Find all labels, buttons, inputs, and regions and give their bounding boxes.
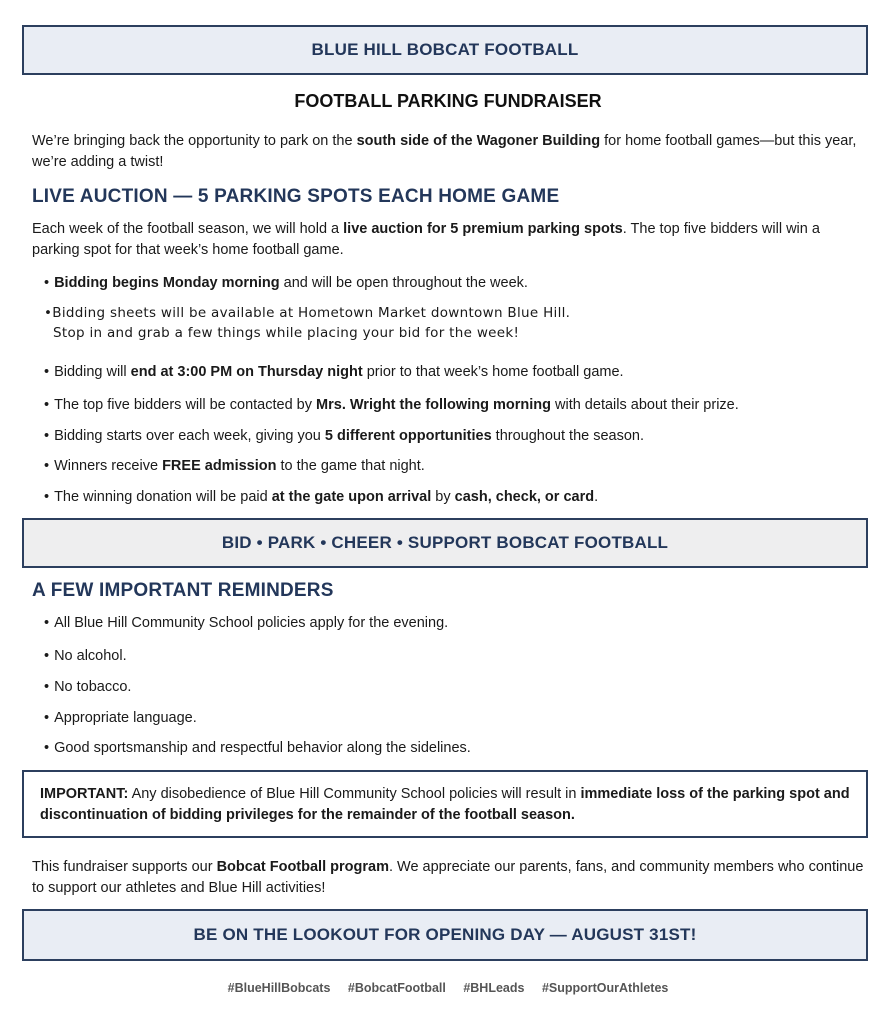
auction-bullet-6: [44, 456, 864, 476]
bullet-dot: •: [44, 364, 50, 380]
hashtag: #BHLeads: [463, 981, 525, 995]
important-bold-text: immediate loss of the parking spot and discontinuation of bidding privileges for the remainder of the football season.: [40, 786, 850, 823]
intro-text-2: for home football games—but this year, we’re adding a twist!: [32, 133, 857, 170]
opening-day-text: BE ON THE LOOKOUT FOR OPENING DAY — AUGUST 31ST!: [193, 925, 697, 944]
hashtag-row: [0, 981, 896, 995]
intro-text-1: We’re bringing back the opportunity to park on the: [32, 133, 357, 149]
reminders-heading: A FEW IMPORTANT REMINDERS: [32, 580, 334, 601]
important-text: Any disobedience of Blue Hill Community School policies will result in: [128, 786, 581, 802]
auction-bullet-4: [44, 395, 864, 415]
bullet-7-text-2: by: [431, 489, 455, 505]
bullet-dot: •: [44, 710, 50, 726]
bullet-7-text-1: The winning donation will be paid: [54, 489, 272, 505]
reminder-text: Good sportsmanship and respectful behavior along the sidelines.: [54, 740, 471, 756]
reminder-text: All Blue Hill Community School policies apply for the evening.: [54, 615, 449, 631]
reminder-item: [44, 646, 864, 666]
bullet-dot: •: [44, 615, 50, 631]
bullet-1-text: and will be open throughout the week.: [279, 275, 528, 291]
auction-paragraph: [32, 219, 868, 261]
support-text-1: This fundraiser supports our: [32, 859, 217, 875]
bullet-1-bold: Bidding begins Monday morning: [54, 275, 280, 291]
bullet-5-text-2: throughout the season.: [491, 428, 645, 444]
auction-text-1: Each week of the football season, we will hold a: [32, 221, 344, 237]
bullet-3-text-1: Bidding will: [54, 364, 131, 380]
header-banner-text: BLUE HILL BOBCAT FOOTBALL: [311, 40, 579, 59]
bullet-dot: •: [44, 397, 50, 413]
bullet-dot: •: [44, 679, 50, 695]
support-paragraph: [32, 857, 868, 899]
reminder-item: [44, 613, 864, 633]
auction-bullet-7: [44, 487, 864, 507]
reminder-item: [44, 738, 864, 758]
bullet-2-line-1: Bidding sheets will be available at Hometown Market downtown Blue Hill.: [52, 305, 571, 321]
hashtag: #BlueHillBobcats: [227, 981, 331, 995]
bullet-dot: •: [44, 275, 50, 291]
bullet-dot: •: [44, 458, 50, 474]
auction-bold-1: live auction for 5 premium parking spots: [343, 221, 623, 237]
support-bold: Bobcat Football program: [216, 859, 389, 875]
bullet-2-line-2: Stop in and grab a few things while placing your bid for the week!: [53, 325, 520, 341]
bullet-4-text-1: The top five bidders will be contacted by: [54, 397, 317, 413]
reminder-item: [44, 677, 864, 697]
hashtag: #SupportOurAthletes: [541, 981, 669, 995]
auction-heading: LIVE AUCTION — 5 PARKING SPOTS EACH HOME GAME: [32, 186, 560, 207]
bullet-3-bold: end at 3:00 PM on Thursday night: [130, 364, 363, 380]
important-label: IMPORTANT:: [40, 786, 129, 802]
bullet-dot: •: [44, 305, 53, 321]
reminder-text: No tobacco.: [54, 679, 132, 695]
intro-paragraph: [32, 131, 868, 173]
important-notice: [22, 770, 868, 838]
auction-bullet-3: [44, 362, 864, 382]
auction-bullet-1: [44, 273, 864, 293]
auction-bullet-2: [44, 303, 864, 343]
bullet-6-text-2: to the game that night.: [276, 458, 425, 474]
bullet-5-bold: 5 different opportunities: [324, 428, 492, 444]
reminder-item: [44, 708, 864, 728]
opening-day-banner: [22, 909, 868, 961]
header-banner: [22, 25, 868, 75]
bullet-dot: •: [44, 489, 50, 505]
auction-text-2: . The top five bidders will win a parking spot for that week’s home football game.: [32, 221, 820, 258]
bullet-dot: •: [44, 648, 50, 664]
bullet-4-bold: Mrs. Wright the following morning: [316, 397, 551, 413]
bullet-7-bold-1: at the gate upon arrival: [271, 489, 432, 505]
bullet-7-bold-2: cash, check, or card: [454, 489, 595, 505]
bullet-4-text-2: with details about their prize.: [550, 397, 739, 413]
support-text-2: . We appreciate our parents, fans, and community members who continue to support our athletes and Blue Hill activities!: [32, 859, 864, 896]
hashtag: #BobcatFootball: [347, 981, 446, 995]
bullet-5-text-1: Bidding starts over each week, giving you: [54, 428, 325, 444]
bullet-3-text-2: prior to that week’s home football game.: [362, 364, 624, 380]
slogan-banner: [22, 518, 868, 568]
reminder-text: No alcohol.: [54, 648, 127, 664]
intro-bold-1: south side of the Wagoner Building: [356, 133, 601, 149]
auction-bullet-5: [44, 426, 864, 446]
bullet-7-text-3: .: [594, 489, 599, 505]
bullet-dot: •: [44, 428, 50, 444]
slogan-banner-text: BID • PARK • CHEER • SUPPORT BOBCAT FOOTBALL: [221, 533, 669, 552]
bullet-6-text-1: Winners receive: [54, 458, 163, 474]
reminder-text: Appropriate language.: [54, 710, 197, 726]
bullet-6-bold: FREE admission: [162, 458, 277, 474]
bullet-dot: •: [44, 740, 50, 756]
page-title: FOOTBALL PARKING FUNDRAISER: [294, 91, 602, 111]
